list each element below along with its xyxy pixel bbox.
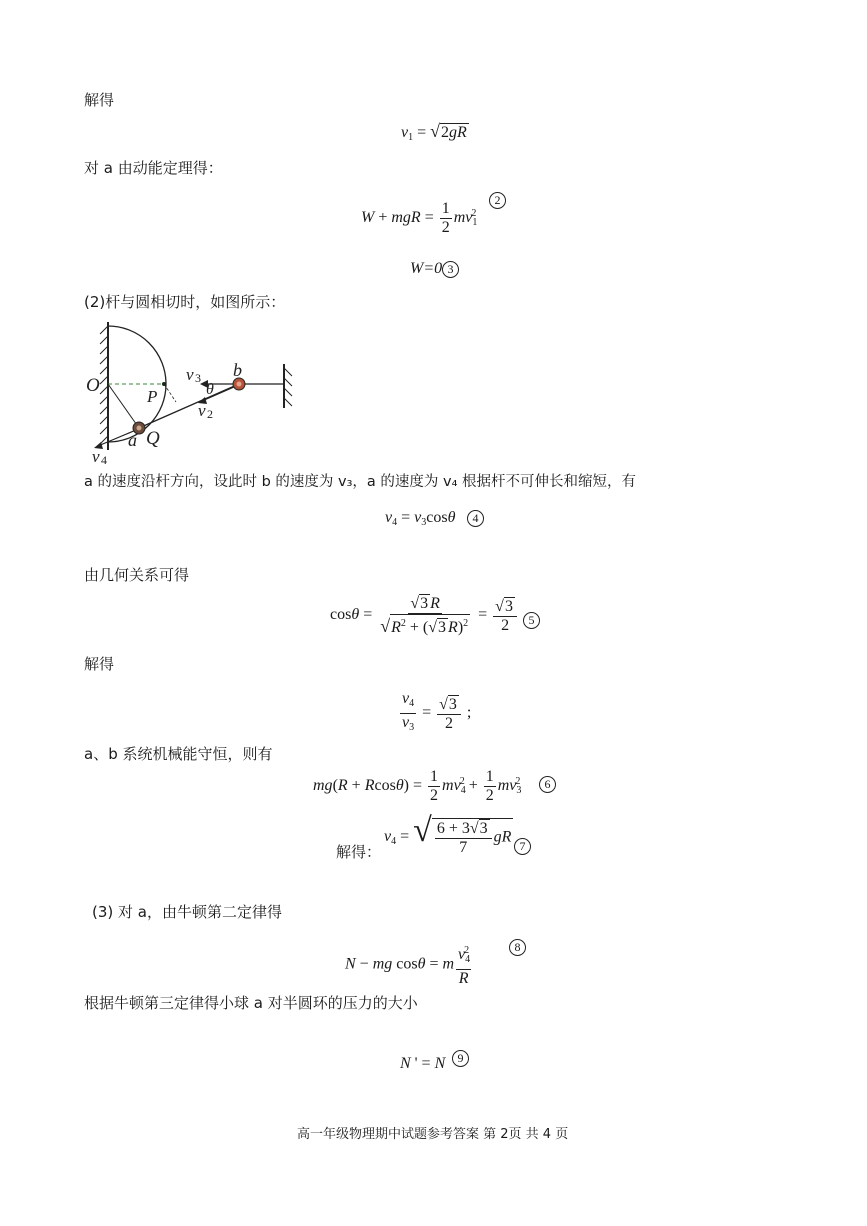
label-b: b	[233, 360, 242, 380]
label-theta: θ	[206, 381, 214, 398]
label-v3-sub: 3	[195, 371, 201, 385]
text-energy-conservation: a、b 系统机械能守恒，则有	[84, 745, 273, 763]
equation-cos-theta: cosθ = $\frac{√3 R}{√R^2 + (√3 R)^2}$ = $\frac{√3}{2}$	[330, 594, 519, 637]
marker-9: 9	[452, 1050, 469, 1067]
label-v4-sub: 4	[101, 453, 107, 467]
label-v4: v	[92, 447, 100, 466]
marker-7: 7	[514, 838, 531, 855]
marker-2: 2	[489, 192, 506, 209]
label-v2-sub: 2	[207, 407, 213, 421]
marker-3: 3	[442, 261, 459, 278]
equation-v1: $v_1 = √2gR$	[401, 121, 467, 143]
text-jiede-1: 解得	[84, 91, 115, 109]
marker-6: 6	[539, 776, 556, 793]
marker-5: 5	[523, 612, 540, 629]
equation-energy: mg(R + Rcosθ) = $\frac{1}{2}$ $mv_4^2$ + $\frac{1}{2}$ $mv_3^2$	[313, 768, 522, 804]
label-a: a	[128, 430, 137, 450]
label-v3: v	[186, 365, 194, 384]
equation-work-energy: W + mgR = $\frac{1}{2}$ $mv_1^2$	[361, 200, 478, 236]
marker-8: 8	[509, 939, 526, 956]
text-jiede-2: 解得	[84, 655, 115, 673]
text-part-2: (2)杆与圆相切时，如图所示：	[84, 293, 286, 311]
equation-v4-over-v3: $\frac{v_4}{v_3}$ = $\frac{√3}{2}$ ;	[402, 690, 472, 733]
label-v2: v	[198, 401, 206, 420]
text-geometry: 由几何关系可得	[84, 566, 190, 584]
text-jiede-3: 解得：	[336, 843, 382, 861]
label-O: O	[86, 375, 100, 396]
label-P: P	[147, 387, 158, 406]
equation-w-zero: W=0	[410, 260, 443, 277]
equation-v4-result: $v_4$ = √ $\frac{6 + 3√3}{7}$ gR	[384, 812, 512, 856]
text-newton-third: 根据牛顿第三定律得小球 a 对半圆环的压力的大小	[84, 994, 418, 1012]
equation-normal-force: N ' = N	[400, 1055, 446, 1072]
text-velocity-along-rod: a 的速度沿杆方向，设此时 b 的速度为 v₃，a 的速度为 v₄ 根据杆不可伸长和缩短，有	[84, 474, 637, 490]
marker-4: 4	[467, 510, 484, 527]
text-part-3: (3) 对 a，由牛顿第二定律得	[92, 903, 282, 921]
equation-v4-v3-cos: $v_4 = v_3\cos\theta$	[385, 509, 456, 528]
text-kinetic-energy-theorem: 对 a 由动能定理得：	[84, 159, 223, 177]
page-footer: 高一年级物理期中试题参考答案 第 2页 共 4 页	[297, 1127, 569, 1142]
label-Q: Q	[146, 428, 160, 449]
equation-newton-second: N − mg cosθ = m $\frac{v_4^2}{R}$	[345, 942, 473, 988]
diagram-rod-circle	[84, 318, 300, 468]
